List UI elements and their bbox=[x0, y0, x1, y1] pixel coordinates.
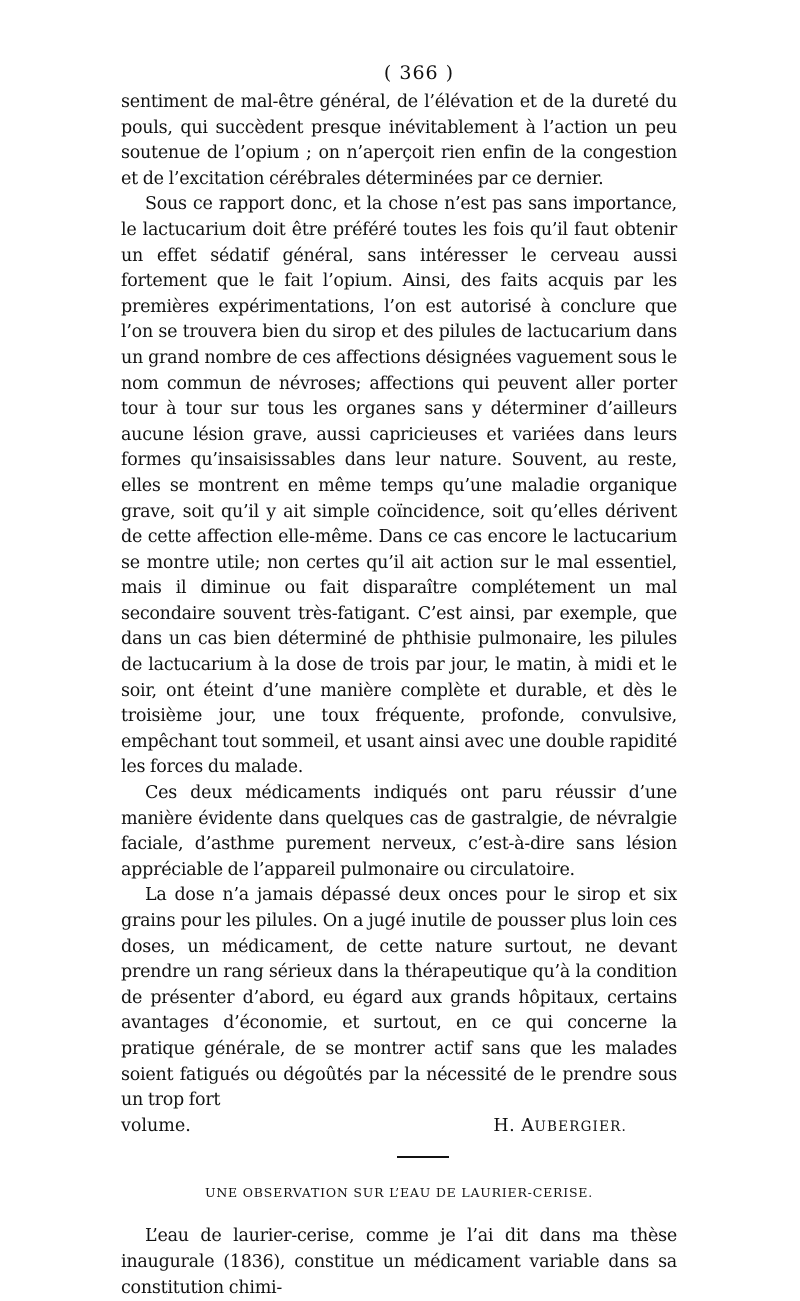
closing-line bbox=[121, 1114, 677, 1141]
signature-initial: H. A bbox=[493, 1115, 535, 1136]
section-divider bbox=[397, 1156, 449, 1158]
document-page bbox=[121, 58, 677, 1301]
paragraph-2: Sous ce rapport donc, et la chose n’est pas sans importance, le lactucarium doit être préféré toutes les fois qu’il faut obtenir un effet sédatif général, sans intéresser le cerveau aussi fortement que le fait l’opium. Ainsi, des faits acquis par les premières expérimentations, l’on est autorisé à conclure que l’on se trouvera bien du sirop et des pilules de lactucarium dans un grand nombre de ces affections désignées vaguement sous le nom commun de névroses; affections qui peuvent aller porter tour à tour sur tous les organes sans y déterminer d’ailleurs aucune lésion grave, aussi capricieuses et variées dans leurs formes qu’insaisissables dans leur nature. Souvent, au reste, elles se montrent en même temps qu’une maladie organique grave, soit qu’il y ait simple coïncidence, soit qu’elles dérivent de cette affection elle-même. Dans ce cas encore le lactucarium se montre utile; non certes qu’il ait action sur le mal essentiel, mais il diminue ou fait disparaître complétement un mal secondaire souvent très-fatigant. C’est ainsi, par exemple, que dans un cas bien déterminé de phthisie pulmonaire, les pilules de lactucarium à la dose de trois par jour, le matin, à midi et le soir, ont éteint d’une manière complète et durable, et dès le troisième jour, une toux fréquente, profonde, convulsive, empêchant tout sommeil, et usant ainsi avec une double rapidité les forces du malade. bbox=[121, 194, 677, 778]
author-signature bbox=[493, 1114, 627, 1141]
paragraph-4: La dose n’a jamais dépassé deux onces pour le sirop et six grains pour les pilules. On a jugé inutile de pousser plus loin ces doses, un médicament, de cette nature surtout, ne devant prendre un rang sérieux dans la thérapeutique qu’à la condition de présenter d’abord, eu égard aux grands hôpitaux, certains avantages d’économie, et surtout, en ce qui concerne la pratique générale, de se montrer actif sans que les malades soient fatigués ou dégoûtés par la nécessité de le prendre sous un trop fort bbox=[121, 885, 677, 1111]
closing-word: volume. bbox=[121, 1115, 191, 1136]
paragraph-3: Ces deux médicaments indiqués ont paru réussir d’une manière évidente dans quelques cas de gastralgie, de névralgie faciale, d’asthme purement nerveux, c’est-à-dire sans lésion appréciable de l’appareil pulmonaire ou circulatoire. bbox=[121, 783, 677, 880]
section-paragraph: L’eau de laurier-cerise, comme je l’ai dit dans ma thèse inaugurale (1836), constitue un médicament variable dans sa constitution chimi- bbox=[121, 1226, 677, 1298]
paragraph-1: sentiment de mal-être général, de l’élévation et de la dureté du pouls, qui succèdent presque inévitablement à l’action un peu soutenue de l’opium ; on n’aperçoit rien enfin de la congestion et de l’excitation cérébrales déterminées par ce dernier. bbox=[121, 92, 677, 189]
page-number: ( 366 ) bbox=[383, 62, 455, 84]
signature-surname: UBERGIER. bbox=[534, 1118, 627, 1135]
section-title: UNE OBSERVATION SUR L’EAU DE LAURIER-CERISE. bbox=[204, 1185, 594, 1201]
